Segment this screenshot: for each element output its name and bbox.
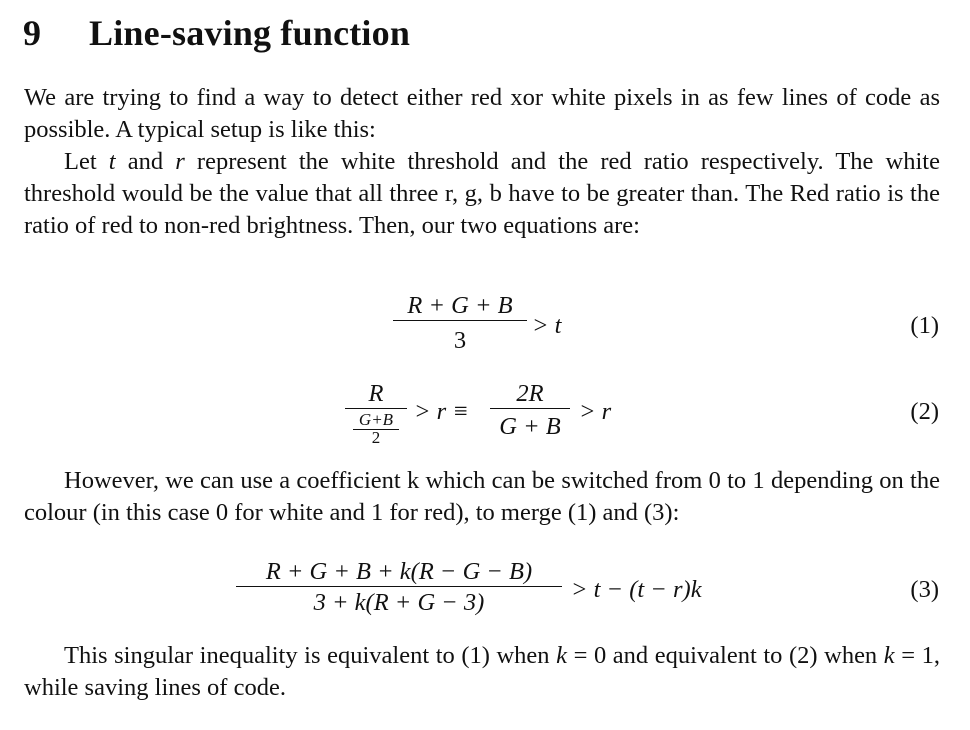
- eq1-numerator: R + G + B: [407, 292, 513, 319]
- equation-1: [0, 290, 970, 360]
- eq3-fraction: [236, 558, 562, 617]
- math-var-k: k: [556, 642, 567, 669]
- eq3-label: (3): [910, 576, 939, 603]
- section-number: 9: [23, 13, 42, 53]
- text-run: and: [115, 148, 176, 175]
- eq2-left-fraction: [345, 380, 407, 446]
- section-title: Line-saving function: [89, 13, 411, 53]
- text-run: Let: [64, 148, 109, 175]
- paragraph-coefficient: However, we can use a coefficient k which can be switched from 0 to 1 depending on the colour (in this case 0 for white and 1 for red), to merge (1) and (3):: [24, 467, 940, 526]
- eq1-label: (1): [910, 312, 939, 339]
- eq2-middle-relation: > r ≡: [414, 398, 469, 425]
- equation-2: [0, 378, 970, 458]
- eq3-relation: > t − (t − r)k: [571, 576, 702, 603]
- eq1-relation: > t: [532, 312, 562, 339]
- eq2-left-numerator: R: [368, 380, 384, 407]
- section-heading: [23, 12, 410, 54]
- math-var-r: r: [175, 148, 185, 175]
- eq1-denominator: 3: [453, 327, 467, 354]
- eq2-right-fraction: [490, 380, 570, 441]
- text-run: = 1, while saving lines of code.: [24, 642, 940, 701]
- math-var-t: t: [108, 148, 116, 175]
- eq2-right-denominator: G + B: [499, 413, 561, 440]
- paragraph-definitions: [24, 146, 940, 242]
- eq2-inner-denominator: 2: [371, 428, 381, 447]
- equation-3: [0, 558, 970, 628]
- paragraph-intro: We are trying to find a way to detect either red xor white pixels in as few lines of code as possible. A typical setup is like this:: [24, 84, 940, 143]
- eq2-inner-numerator: G+B: [358, 410, 394, 429]
- eq3-denominator: 3 + k(R + G − 3): [313, 589, 485, 616]
- math-var-k: k: [883, 642, 895, 669]
- eq2-right-numerator: 2R: [516, 380, 544, 407]
- eq2-relation: > r: [579, 398, 612, 425]
- paragraph-conclusion: [24, 640, 940, 704]
- text-run: represent the white threshold and the red ratio respectively. The white threshold would be the value that all three r, g, b have to be greater than. The Red ratio is the ratio of red to non-red brightness. Then, our two equations are:: [24, 148, 940, 239]
- text-run: This singular inequality is equivalent to (1) when: [64, 642, 557, 669]
- eq1-fraction: [393, 292, 527, 355]
- text-run: = 0 and equivalent to (2) when: [567, 642, 884, 669]
- eq3-numerator: R + G + B + k(R − G − B): [265, 558, 533, 585]
- eq2-left-denominator: [345, 409, 407, 446]
- eq2-label: (2): [910, 398, 939, 425]
